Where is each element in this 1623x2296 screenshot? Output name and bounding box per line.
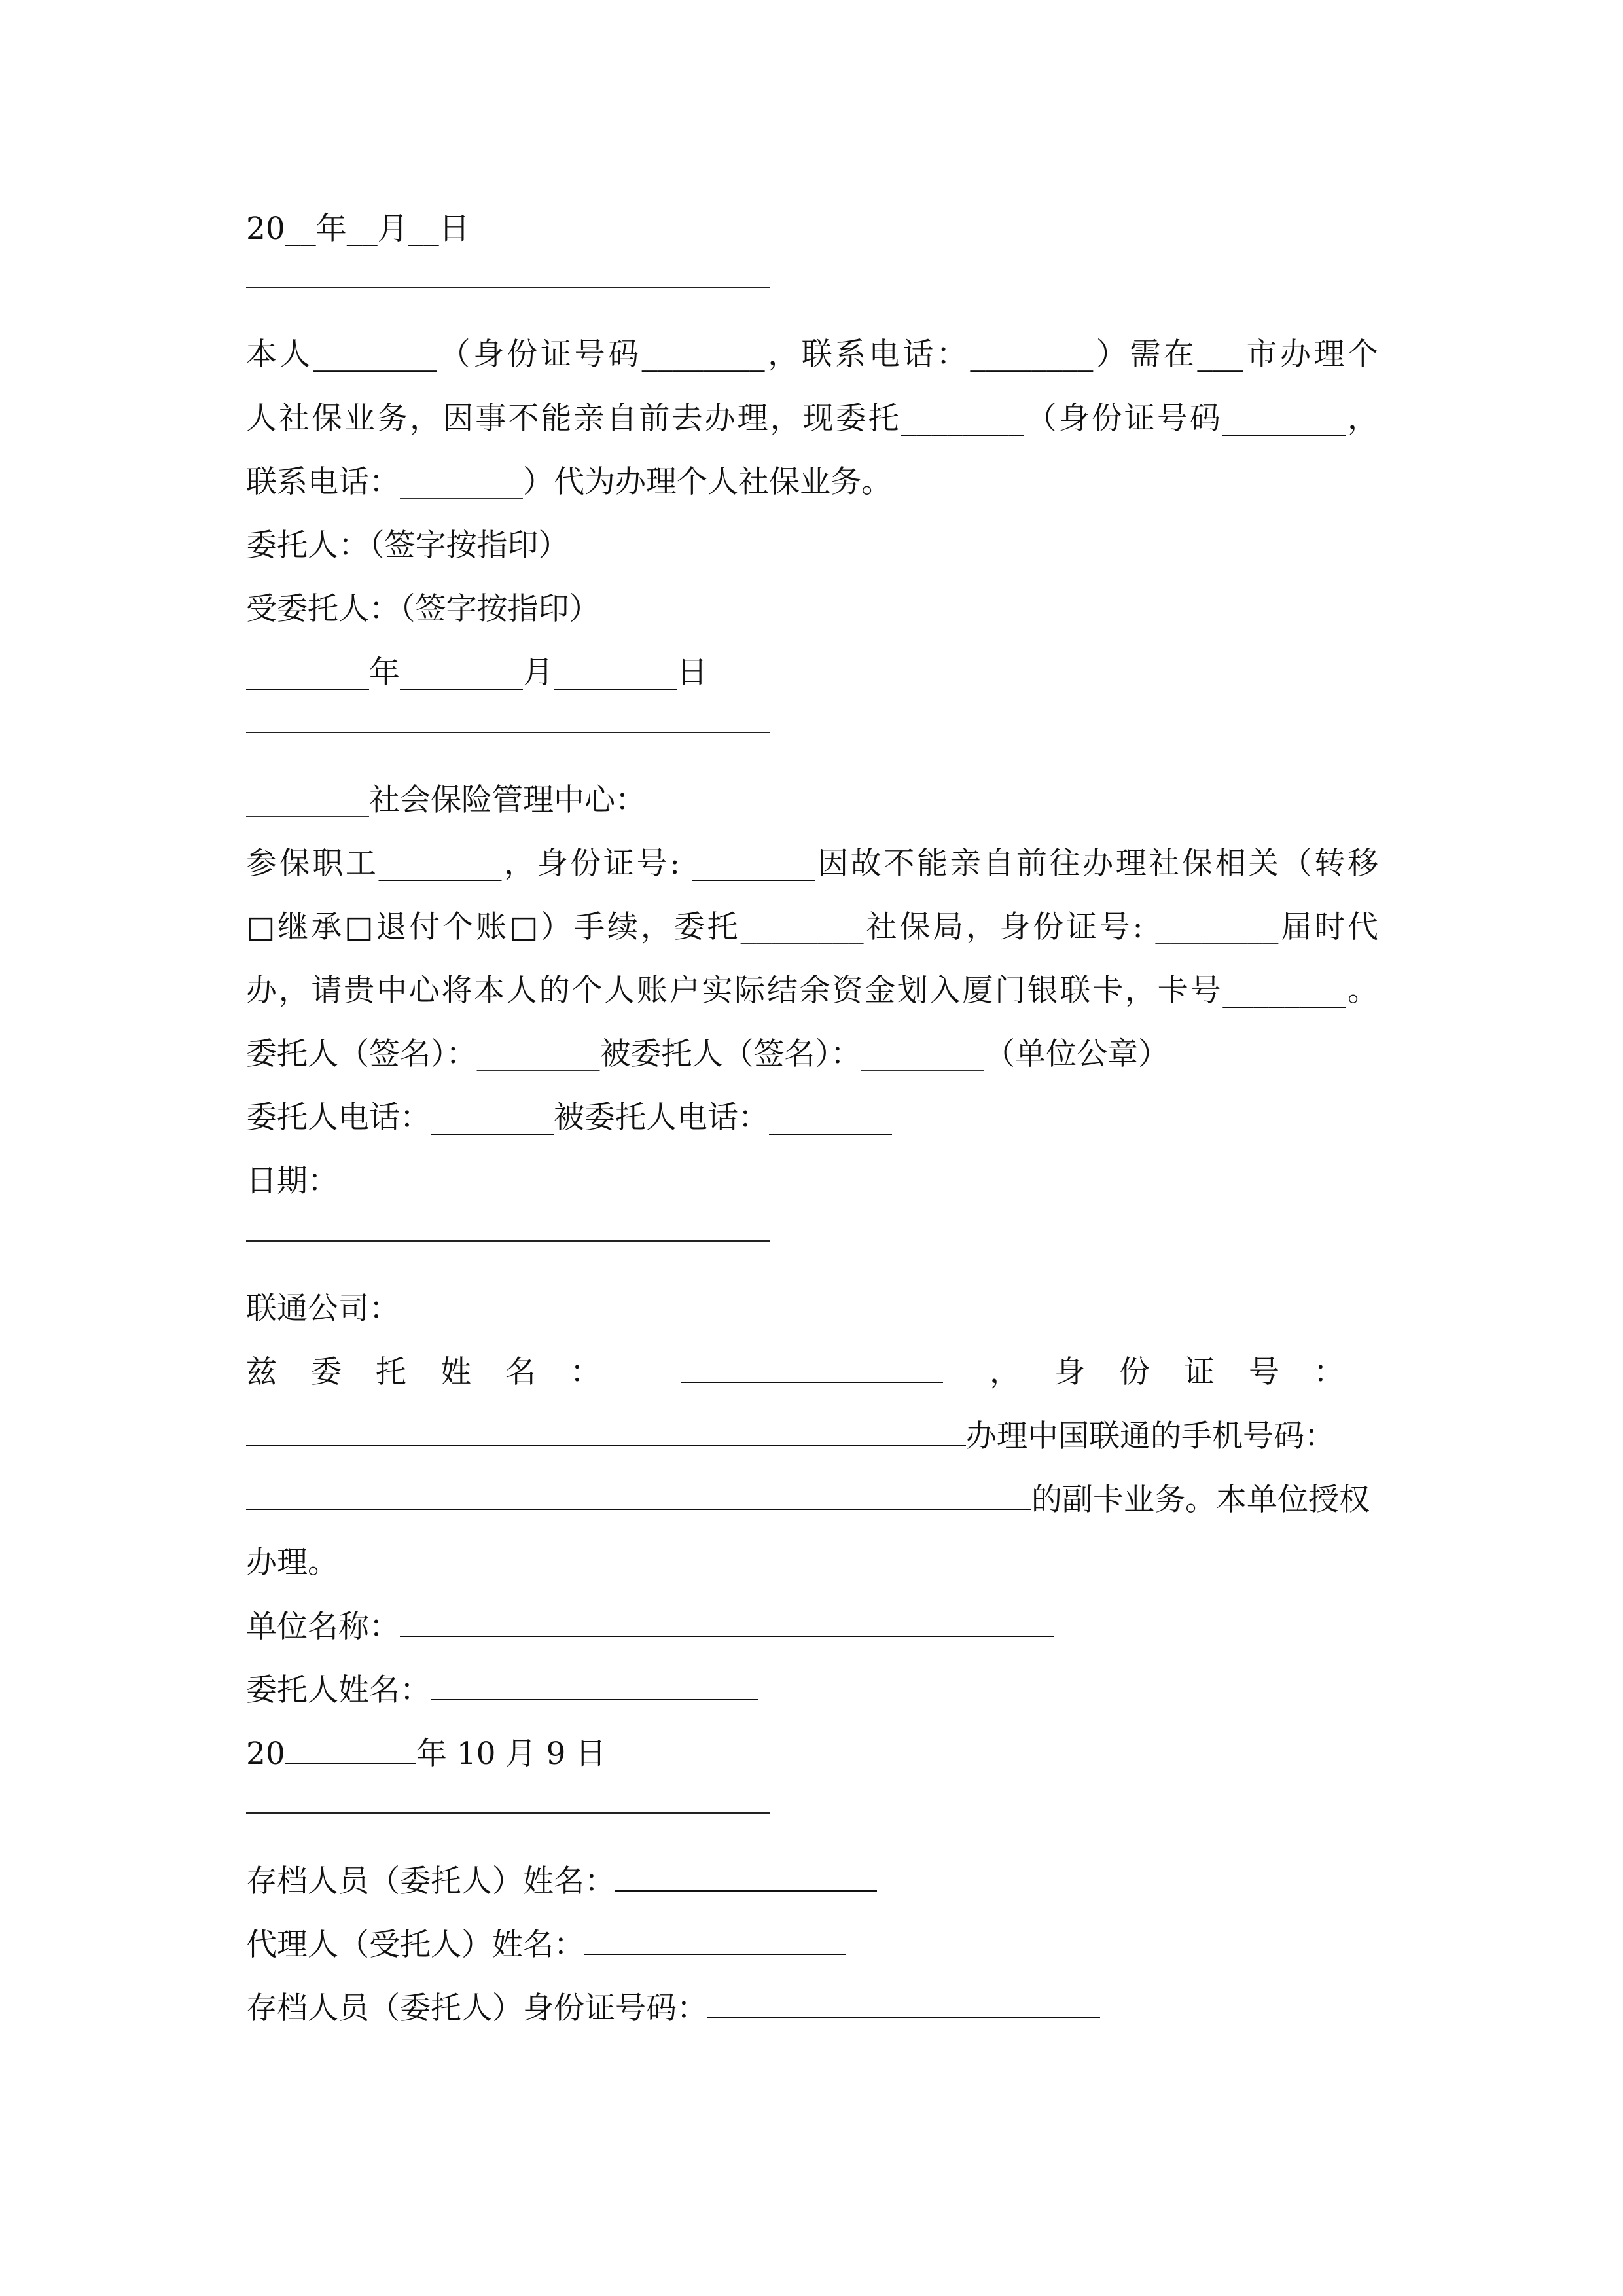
- phone-blank: [246, 1480, 1031, 1510]
- year-blank: [285, 1734, 416, 1764]
- sec2-date: 日期：: [246, 1163, 338, 1199]
- sec3-addressee: 联通公司：: [246, 1291, 400, 1327]
- sec3-line-1: [246, 1353, 1378, 1392]
- sec3-principal-name: [246, 1670, 758, 1710]
- separator: [246, 287, 770, 288]
- name-blank: [681, 1353, 943, 1383]
- date-line: 20__年__月__日: [246, 211, 470, 247]
- sec2-phones: 委托人电话：________被委托人电话：________: [246, 1100, 892, 1136]
- sec2-line-2: □继承□退付个账□）手续，委托________社保局，身份证号: ________届时代: [246, 909, 1378, 945]
- sec2-line-3: 办，请贵中心将本人的个人账户实际结余资金划入厦门银联卡，卡号________。: [246, 973, 1378, 1009]
- sec3-unit-name: [246, 1607, 1054, 1647]
- unit-name-blank: [400, 1607, 1054, 1637]
- date-suffix: 年 10 月 9 日: [416, 1736, 607, 1772]
- id-blank: [246, 1416, 966, 1446]
- principal-name-blank: [431, 1670, 758, 1700]
- separator: [246, 1240, 770, 1242]
- sec3-phone-label: 办理中国联通的手机号码：: [966, 1418, 1335, 1454]
- sec1-line-1: 本人________（身份证号码________，联系电话：________）需在___市办理个: [246, 336, 1378, 372]
- unit-name-label: 单位名称：: [246, 1609, 400, 1645]
- sec3-line-4: 办理。: [246, 1545, 338, 1581]
- principal-name-label: 委托人姓名：: [246, 1672, 431, 1708]
- sec1-line-3: 联系电话：________）代为办理个人社保业务。: [246, 464, 892, 500]
- sec1-principal-sign: 委托人：（签字按指印）: [246, 528, 569, 564]
- sec4-archive-name: [246, 1861, 877, 1901]
- archive-name-label: 存档人员（委托人）姓名：: [246, 1863, 615, 1899]
- sec2-addressee: ________社会保险管理中心：: [246, 782, 646, 818]
- date-prefix: 20: [246, 1736, 285, 1772]
- sec3-entrust-name-label: 兹委托姓名：: [246, 1354, 635, 1390]
- archive-id-label: 存档人员（委托人）身份证号码：: [246, 1990, 707, 2026]
- separator: [246, 732, 770, 733]
- sec3-line-3: [246, 1480, 1370, 1520]
- agent-name-label: 代理人（受托人）姓名：: [246, 1927, 584, 1963]
- agent-name-blank: [584, 1925, 846, 1955]
- sec3-id-label: ，身份证号：: [990, 1354, 1378, 1390]
- sec3-line-2: [246, 1416, 1335, 1456]
- sec1-line-2: 人社保业务，因事不能亲自前去办理，现委托________（身份证号码________，: [246, 401, 1378, 437]
- separator: [246, 1812, 770, 1814]
- archive-id-blank: [707, 1988, 1100, 2018]
- sec1-date: ________年________月________日: [246, 655, 707, 691]
- sec3-date: [246, 1734, 606, 1774]
- sec2-signatures: 委托人（签名）：________被委托人（签名）：________（单位公章）: [246, 1036, 1169, 1072]
- sec4-agent-name: [246, 1925, 846, 1965]
- sec2-line-1: 参保职工________，身份证号: ________因故不能亲自前往办理社保相关（转移: [246, 846, 1378, 882]
- sec4-archive-id: [246, 1988, 1100, 2028]
- sec1-agent-sign: 受委托人：（签字按指印）: [246, 591, 600, 627]
- sec3-subcard-text: 的副卡业务。本单位授权: [1031, 1482, 1370, 1518]
- archive-name-blank: [615, 1861, 877, 1892]
